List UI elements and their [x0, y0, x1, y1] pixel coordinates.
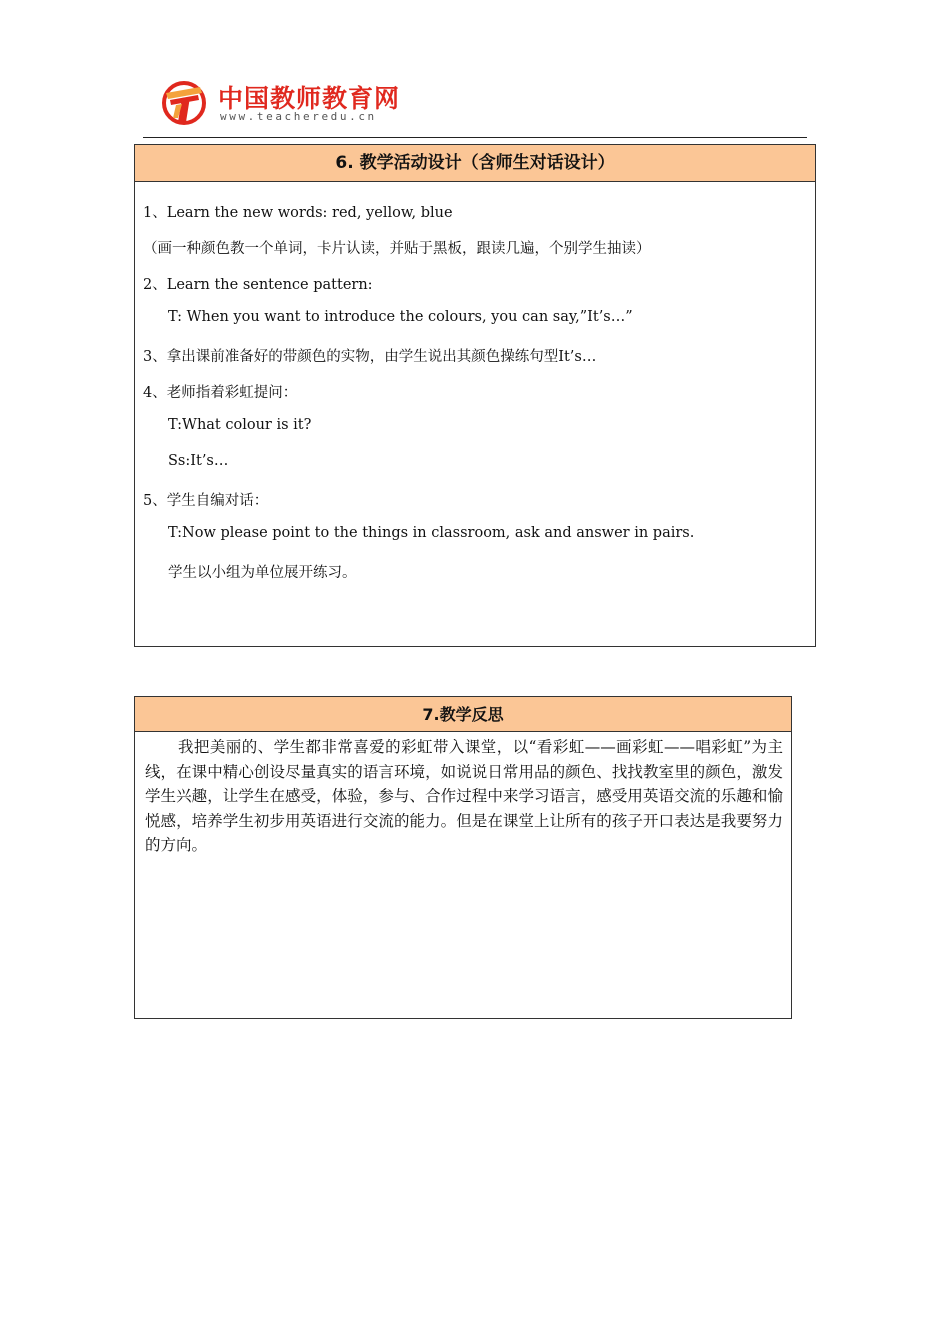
activity-line: （画一种颜色教一个单词，卡片认读，并贴于黑板，跟读几遍，个别学生抽读） [143, 241, 651, 257]
activity-line: Ss:It’s… [168, 453, 229, 469]
teaching-reflection-section [134, 696, 792, 1019]
activity-line: 学生以小组为单位展开练习。 [168, 565, 357, 581]
activity-line: T:What colour is it? [168, 417, 312, 433]
activity-design-section [134, 144, 816, 647]
activity-line: 2、Learn the sentence pattern: [143, 277, 373, 293]
activity-line: T: When you want to introduce the colours, you can say,”It’s…” [168, 309, 633, 325]
logo-url: www.teacheredu.cn [220, 110, 377, 123]
reflection-paragraph: 我把美丽的、学生都非常喜爱的彩虹带入课堂，以“看彩虹——画彩虹——唱彩虹”为主线，在课中精心创设尽量真实的语言环境，如说说日常用品的颜色、找找教室里的颜色，激发学生兴趣，让学生在感受，体验，参与、合作过程中来学习语言，感受用英语交流的乐趣和愉悦感，培养学生初步用英语进行交流的能力。但是在课堂上让所有的孩子开口表达是我要努力的方向。 [145, 738, 783, 855]
activity-line: 1、Learn the new words: red, yellow, blue [143, 205, 453, 221]
header-divider [143, 137, 807, 138]
activity-line: 4、老师指着彩虹提问： [143, 385, 298, 401]
section-title: 7.教学反思 [135, 697, 791, 732]
activity-line: 3、拿出课前准备好的带颜色的实物，由学生说出其颜色操练句型It’s… [143, 349, 597, 365]
site-header [160, 78, 420, 128]
teacheredu-logo-icon [160, 78, 208, 126]
activity-line: 5、学生自编对话： [143, 493, 269, 509]
section-title: 6. 教学活动设计（含师生对话设计） [135, 145, 815, 182]
logo-text: 中国教师教育网 [218, 84, 401, 113]
activity-line: T:Now please point to the things in classroom, ask and answer in pairs. [168, 525, 695, 541]
